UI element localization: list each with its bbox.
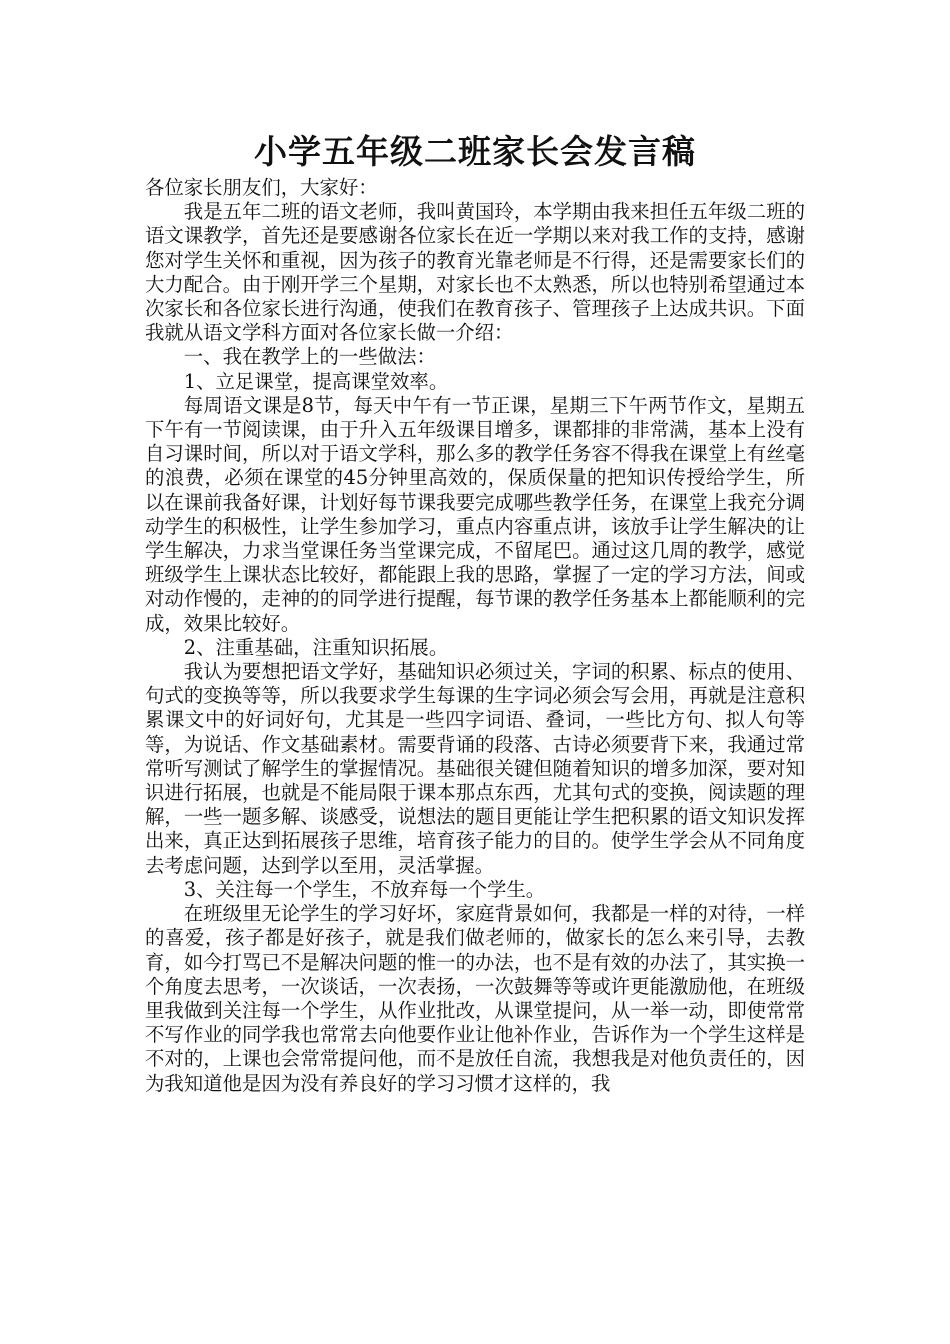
- document-page: [145, 128, 805, 1096]
- subheading-every-student: 3、关注每一个学生，不放弃每一个学生。: [183, 877, 546, 901]
- paragraph-introduction: 我是五年二班的语文老师，我叫黄国玲，本学期由我来担任五年级二班的语文课教学，首先还是要感谢各位家长在近一学期以来对我工作的支持，感谢您对学生关怀和重视，因为孩子的教育光靠老师是不行得，还是需要家长们的大力配合。由于刚开学三个星期，对家长也不太熟悉，所以也特别希望通过本次家长和各位家长进行沟通，使我们在教育孩子、管理孩子上达成共识。下面我就从语文学科方面对各位家长做一介绍：: [145, 200, 805, 345]
- subheading-foundation-knowledge: 2、注重基础，注重知识拓展。: [183, 635, 449, 659]
- paragraph-foundation-knowledge: 我认为要想把语文学好，基础知识必须过关，字词的积累、标点的使用、句式的变换等等，所以我要求学生每课的生字词必须会写会用，再就是注意积累课文中的好词好句，尤其是一些四字词语、叠词，一些比方句、拟人句等等，为说话、作文基础素材。需要背诵的段落、古诗必须要背下来，我通过常常听写测试了解学生的掌握情况。基础很关键但随着知识的增多加深，要对知识进行拓展，也就是不能局限于课本那点东西，尤其句式的变换，阅读题的理解，一些一题多解、谈感受，说想法的题目更能让学生把积累的语文知识发挥出来，真正达到拓展孩子思维，培育孩子能力的目的。使学生学会从不同角度去考虑问题，达到学以至用，灵活掌握。: [145, 660, 805, 877]
- document-title: 小学五年级二班家长会发言稿: [254, 132, 696, 171]
- document-body: [145, 176, 805, 1096]
- paragraph-classroom-efficiency: 每周语文课是8节，每天中午有一节正课，星期三下午两节作文，星期五下午有一节阅读课，由于升入五年级课目增多，课都排的非常满，基本上没有自习课时间，所以对于语文学科，那么多的教学任务容不得我在课堂上有丝毫的浪费，必须在课堂的45分钟里高效的，保质保量的把知识传授给学生，所以在课前我备好课，计划好每节课我要完成哪些教学任务，在课堂上我充分调动学生的积极性，让学生参加学习，重点内容重点讲，该放手让学生解决的让学生解决，力求当堂课任务当堂课完成，不留尾巴。通过这几周的教学，感觉班级学生上课状态比较好，都能跟上我的思路，掌握了一定的学习方法，间或对动作慢的，走神的的同学进行提醒，每节课的教学任务基本上都能顺利的完成，效果比较好。: [145, 393, 805, 635]
- subheading-classroom-efficiency: 1、立足课堂，提高课堂效率。: [183, 369, 449, 393]
- paragraph-greeting: 各位家长朋友们，大家好：: [145, 176, 378, 199]
- section-heading-teaching-methods: 一、我在教学上的一些做法：: [183, 345, 436, 369]
- paragraph-every-student: 在班级里无论学生的学习好坏，家庭背景如何，我都是一样的对待，一样的喜爱，孩子都是好孩子，就是我们做老师的，做家长的怎么来引导，去教育，如今打骂已不是解决问题的惟一的办法，也不是有效的办法了，其实换一个角度去思考，一次谈话，一次表扬，一次鼓舞等等或许更能激励他，在班级里我做到关注每一个学生，从作业批改，从课堂提问，从一举一动，即使常常不写作业的同学我也常常去向他要作业让他补作业，告诉作为一个学生这样是不对的，上课也会常常提问他，而不是放任自流，我想我是对他负责任的，因为我知道他是因为没有养良好的学习习惯才这样的，我: [145, 902, 805, 1095]
